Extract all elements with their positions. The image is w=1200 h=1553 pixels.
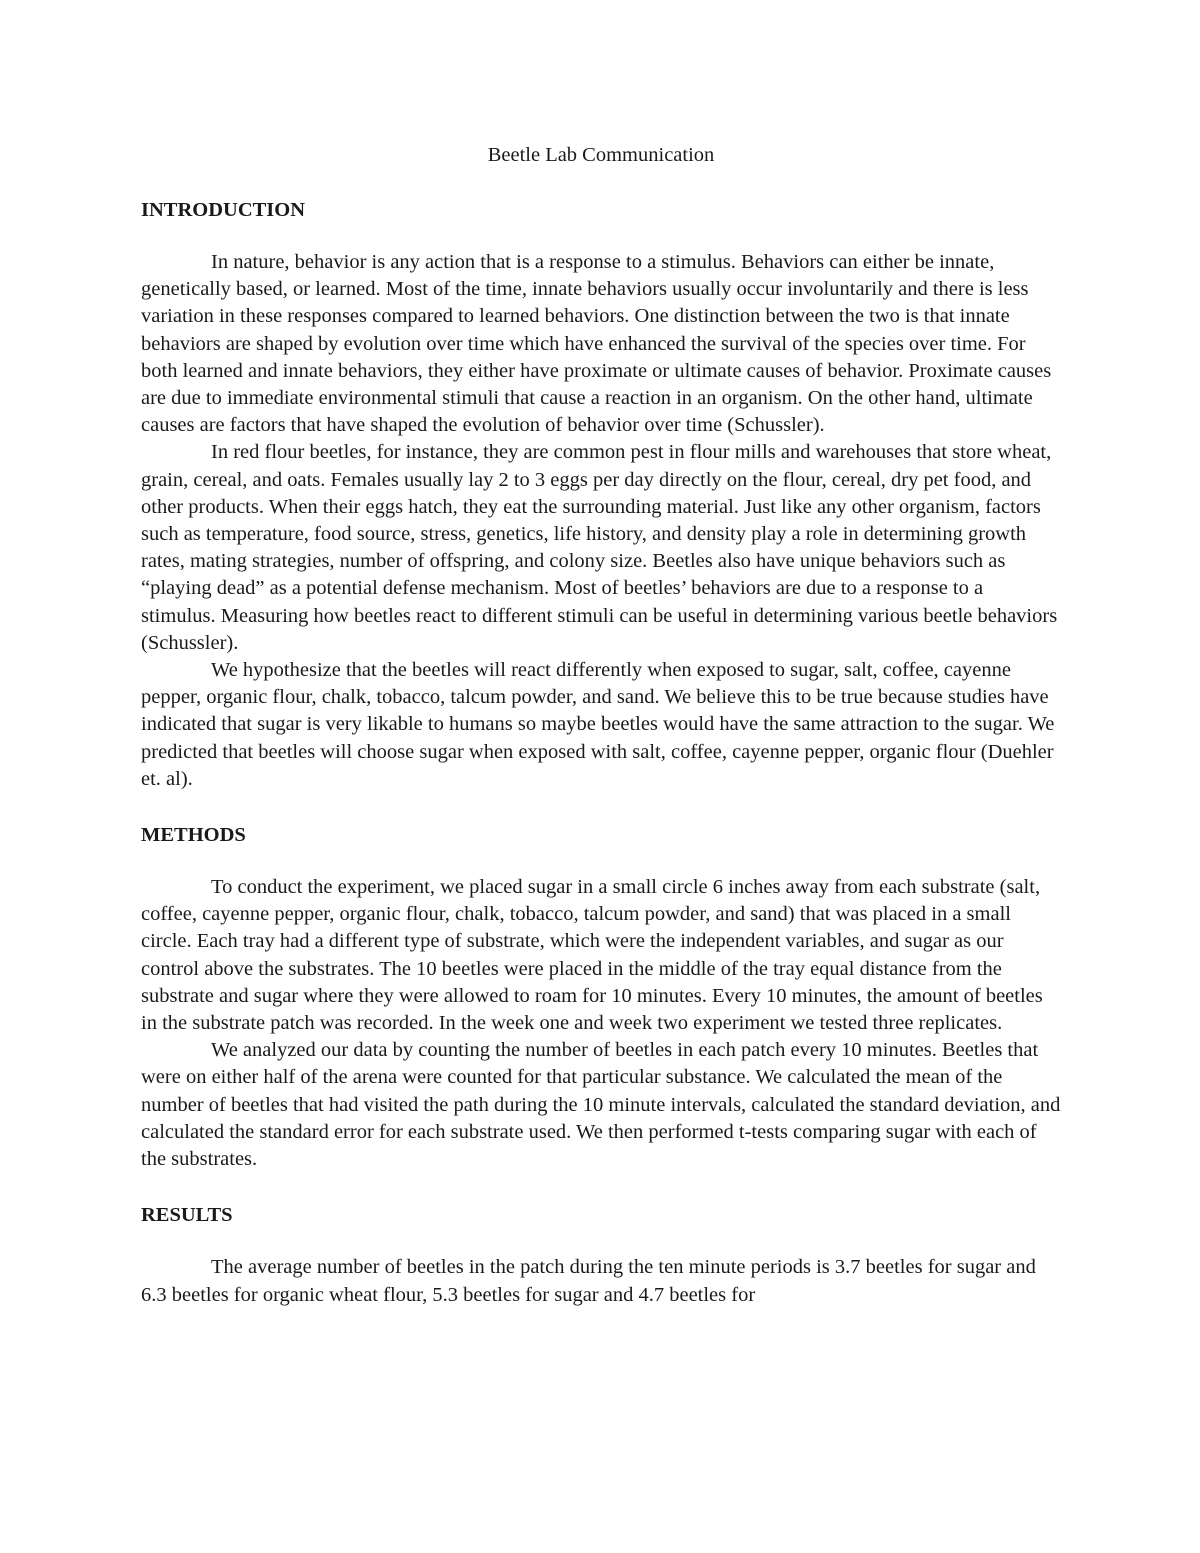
document-content [141, 140, 1061, 1309]
methods-paragraph-1: To conduct the experiment, we placed sugar in a small circle 6 inches away from each substrate (salt, coffee, cayenne pepper, organic flour, chalk, tobacco, talcum powder, and sand) that was placed in a small circle. Each tray had a different type of substrate, which were the independent variables, and sugar as our control above the substrates. The 10 beetles were placed in the middle of the tray equal distance from the substrate and sugar where they were allowed to roam for 10 minutes. Every 10 minutes, the amount of beetles in the substrate patch was recorded. In the week one and week two experiment we tested three replicates. [141, 876, 1043, 1035]
introduction-body [141, 249, 1061, 793]
results-body [141, 1254, 1061, 1308]
introduction-paragraph-1: In nature, behavior is any action that is a response to a stimulus. Behaviors can either be innate, genetically based, or learned. Most of the time, innate behaviors usually occur involuntarily and there is less variation in these responses compared to learned behaviors. One distinction between the two is that innate behaviors are shaped by evolution over time which have enhanced the survival of the species over time. For both learned and innate behaviors, they either have proximate or ultimate causes of behavior. Proximate causes are due to immediate environmental stimuli that cause a reaction in an organism. On the other hand, ultimate causes are factors that have shaped the evolution of behavior over time (Schussler). [141, 251, 1052, 437]
methods-body [141, 874, 1061, 1173]
methods-heading: METHODS [141, 824, 246, 847]
methods-paragraph-2: We analyzed our data by counting the number of beetles in each patch every 10 minutes. Beetles that were on either half of the arena were counted for that particular substance. We calculated the mean of the number of beetles that had visited the path during the 10 minute intervals, calculated the standard deviation, and calculated the standard error for each substrate used. We then performed t-tests comparing sugar with each of the substrates. [141, 1039, 1061, 1171]
introduction-heading: INTRODUCTION [141, 199, 306, 221]
document-title: Beetle Lab Communication [487, 144, 715, 166]
results-paragraph-1: The average number of beetles in the patch during the ten minute periods is 3.7 beetles for sugar and 6.3 beetles for organic wheat flour, 5.3 beetles for sugar and 4.7 beetles for [141, 1256, 1036, 1306]
results-heading: RESULTS [141, 1204, 233, 1227]
introduction-paragraph-2: In red flour beetles, for instance, they are common pest in flour mills and warehouses that store wheat, grain, cereal, and oats. Females usually lay 2 to 3 eggs per day directly on the flour, cereal, dry pet food, and other products. When their eggs hatch, they eat the surrounding material. Just like any other organism, factors such as temperature, food source, stress, genetics, life history, and density play a role in determining growth rates, mating strategies, number of offspring, and colony size. Beetles also have unique behaviors such as “playing dead” as a potential defense mechanism. Most of beetles’ behaviors are due to a response to a stimulus. Measuring how beetles react to different stimuli can be useful in determining various beetle behaviors (Schussler). [141, 441, 1058, 654]
introduction-paragraph-3: We hypothesize that the beetles will react differently when exposed to sugar, salt, coffee, cayenne pepper, organic flour, chalk, tobacco, talcum powder, and sand. We believe this to be true because studies have indicated that sugar is very likable to humans so maybe beetles would have the same attraction to the sugar. We predicted that beetles will choose sugar when exposed with salt, coffee, cayenne pepper, organic flour (Duehler et. al). [141, 659, 1055, 790]
